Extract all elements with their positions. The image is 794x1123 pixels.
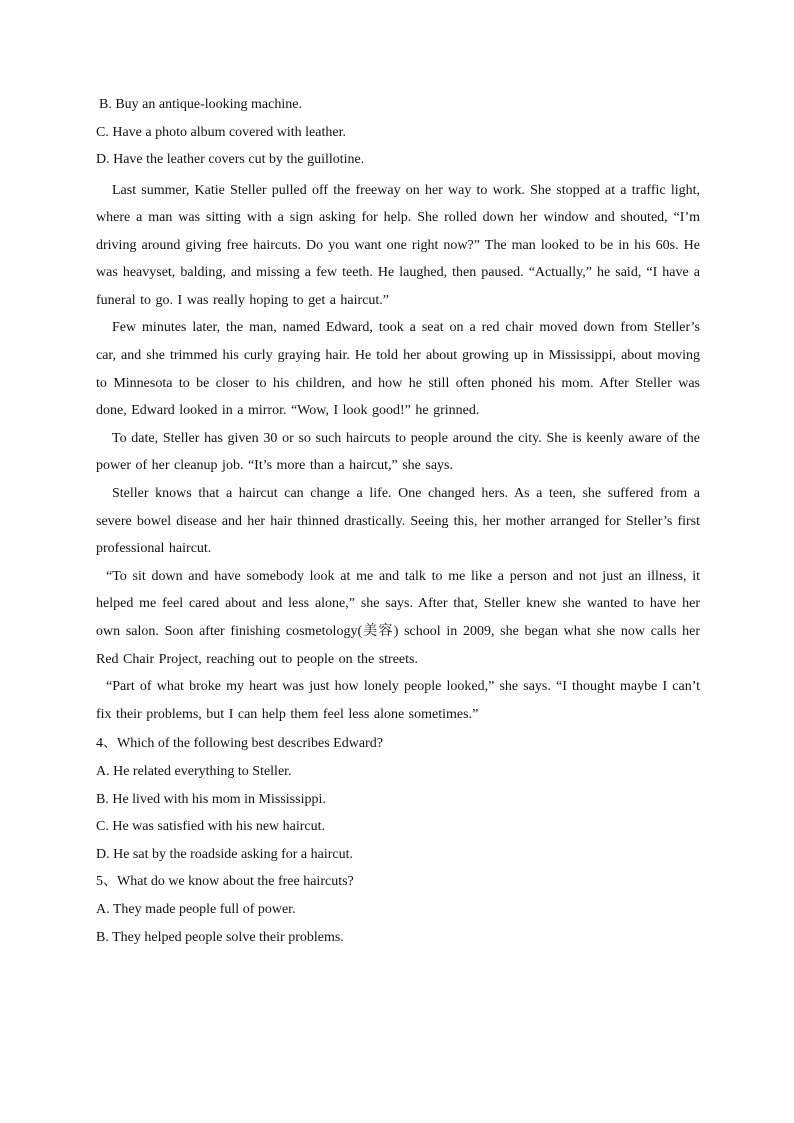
reading-passage — [96, 177, 700, 729]
answer-options — [96, 899, 700, 949]
option-b: B. Buy an antique-looking machine. — [99, 97, 302, 112]
option-a: A. They made people full of power. — [96, 902, 296, 918]
passage-paragraph-5: “To sit down and have somebody look at me and talk to me like a person and not just an illness, it helped me feel cared about and less alone,” she says. After that, Steller knew she wanted to have her own salon. Soon after finishing cosmetology(美容) school in 2009, she began what she now calls her Red Chair Project, reaching out to people on the streets. — [96, 568, 700, 667]
option-c: C. He was satisfied with his new haircut. — [96, 819, 326, 835]
option-b: B. They helped people solve their problems. — [96, 929, 344, 945]
question-stem: 4、Which of the following best describes Edward? — [96, 736, 383, 752]
passage-paragraph-2: Few minutes later, the man, named Edward, took a seat on a red chair moved down from Steller’s car, and she trimmed his curly graying hair. He told her about growing up in Mississippi, about moving to Minnesota to be closer to his children, and how he still often phoned his mom. After Steller was done, Edward looked in a mirror. “Wow, I look good!” he grinned. — [96, 320, 700, 419]
passage-paragraph-1: Last summer, Katie Steller pulled off the freeway on her way to work. She stopped at a traffic light, where a man was sitting with a sign asking for help. She rolled down her window and shouted, “I’m driving around giving free haircuts. Do you want one right now?” The man looked to be in his 60s. He was heavyset, balding, and missing a few teeth. He laughed, then paused. “Actually,” he said, “I have a funeral to go. I was really hoping to get a haircut.” — [96, 182, 700, 308]
option-d: D. He sat by the roadside asking for a haircut. — [96, 846, 353, 862]
option-d: D. Have the leather covers cut by the guillotine. — [96, 152, 365, 167]
question-5 — [96, 871, 700, 949]
passage-paragraph-4: Steller knows that a haircut can change a life. One changed hers. As a teen, she suffered from a severe bowel disease and her hair thinned drastically. Seeing this, her mother arranged for Steller’s first professional haircut. — [96, 486, 700, 557]
option-b: B. He lived with his mom in Mississippi. — [96, 791, 326, 807]
previous-question-options — [96, 94, 700, 171]
option-a: A. He related everything to Steller. — [96, 764, 292, 780]
answer-options — [96, 761, 700, 866]
passage-paragraph-3: To date, Steller has given 30 or so such haircuts to people around the city. She is keenly aware of the power of her cleanup job. “It’s more than a haircut,” she says. — [96, 430, 700, 474]
option-c: C. Have a photo album covered with leather. — [96, 124, 346, 140]
passage-paragraph-6: “Part of what broke my heart was just how lonely people looked,” she says. “I thought maybe I can’t fix their problems, but I can help them feel less alone sometimes.” — [96, 679, 700, 722]
question-4 — [96, 733, 700, 866]
document-page — [96, 94, 700, 954]
question-stem: 5、What do we know about the free haircuts? — [96, 874, 354, 890]
